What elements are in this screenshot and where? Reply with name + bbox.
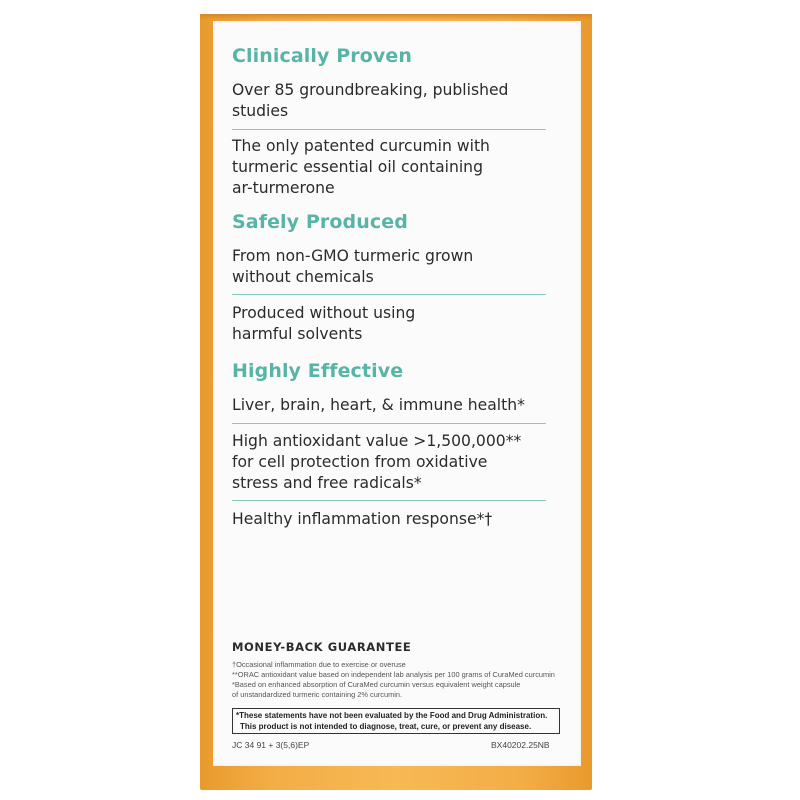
disclaimer-line: This product is not intended to diagnose, treat, cure, or prevent any disease. [240,722,532,731]
disclaimer-line: *These statements have not been evaluated by the Food and Drug Administration. [236,711,548,720]
section-heading-highly-effective: Highly Effective [232,360,404,382]
money-back-guarantee: MONEY-BACK GUARANTEE [232,640,412,654]
box-top-edge [200,14,592,20]
section-heading-clinically-proven: Clinically Proven [232,45,412,67]
benefit-item [232,246,562,288]
footnote: †Occasional inflammation due to exercise or overuse [232,660,406,669]
benefit-item [232,509,562,530]
benefit-item [232,303,562,345]
benefit-item [232,395,562,416]
benefit-line: stress and free radicals* [232,474,422,492]
divider [232,294,546,295]
benefit-line: studies [232,102,289,120]
benefit-line: Healthy inflammation response*† [232,510,493,528]
benefit-line: From non-GMO turmeric grown [232,247,474,265]
benefit-line: Over 85 groundbreaking, published [232,81,509,99]
divider [232,129,546,130]
footnote: **ORAC antioxidant value based on independent lab analysis per 100 grams of CuraMed curcumin [232,670,555,679]
divider [232,423,546,424]
benefit-item [232,136,562,199]
benefit-line: without chemicals [232,268,374,286]
footnote: *Based on enhanced absorption of CuraMed curcumin versus equivalent weight capsule [232,680,521,689]
benefit-line: Produced without using [232,304,416,322]
benefit-line: turmeric essential oil containing [232,158,483,176]
product-code: BX40202.25NB [491,740,550,750]
benefit-item [232,80,562,122]
benefit-line: Liver, brain, heart, & immune health* [232,396,525,414]
benefit-item [232,431,562,494]
footnote: of unstandardized turmeric containing 2% curcumin. [232,690,403,699]
benefit-line: High antioxidant value >1,500,000** [232,432,522,450]
benefit-line: ar-turmerone [232,179,335,197]
benefit-line: The only patented curcumin with [232,137,490,155]
benefit-line: for cell protection from oxidative [232,453,488,471]
section-heading-safely-produced: Safely Produced [232,211,408,233]
divider [232,500,546,501]
label-panel [213,21,581,766]
benefit-line: harmful solvents [232,325,363,343]
batch-code: JC 34 91 + 3(5,6)EP [232,740,310,750]
fda-disclaimer-box [232,708,560,734]
